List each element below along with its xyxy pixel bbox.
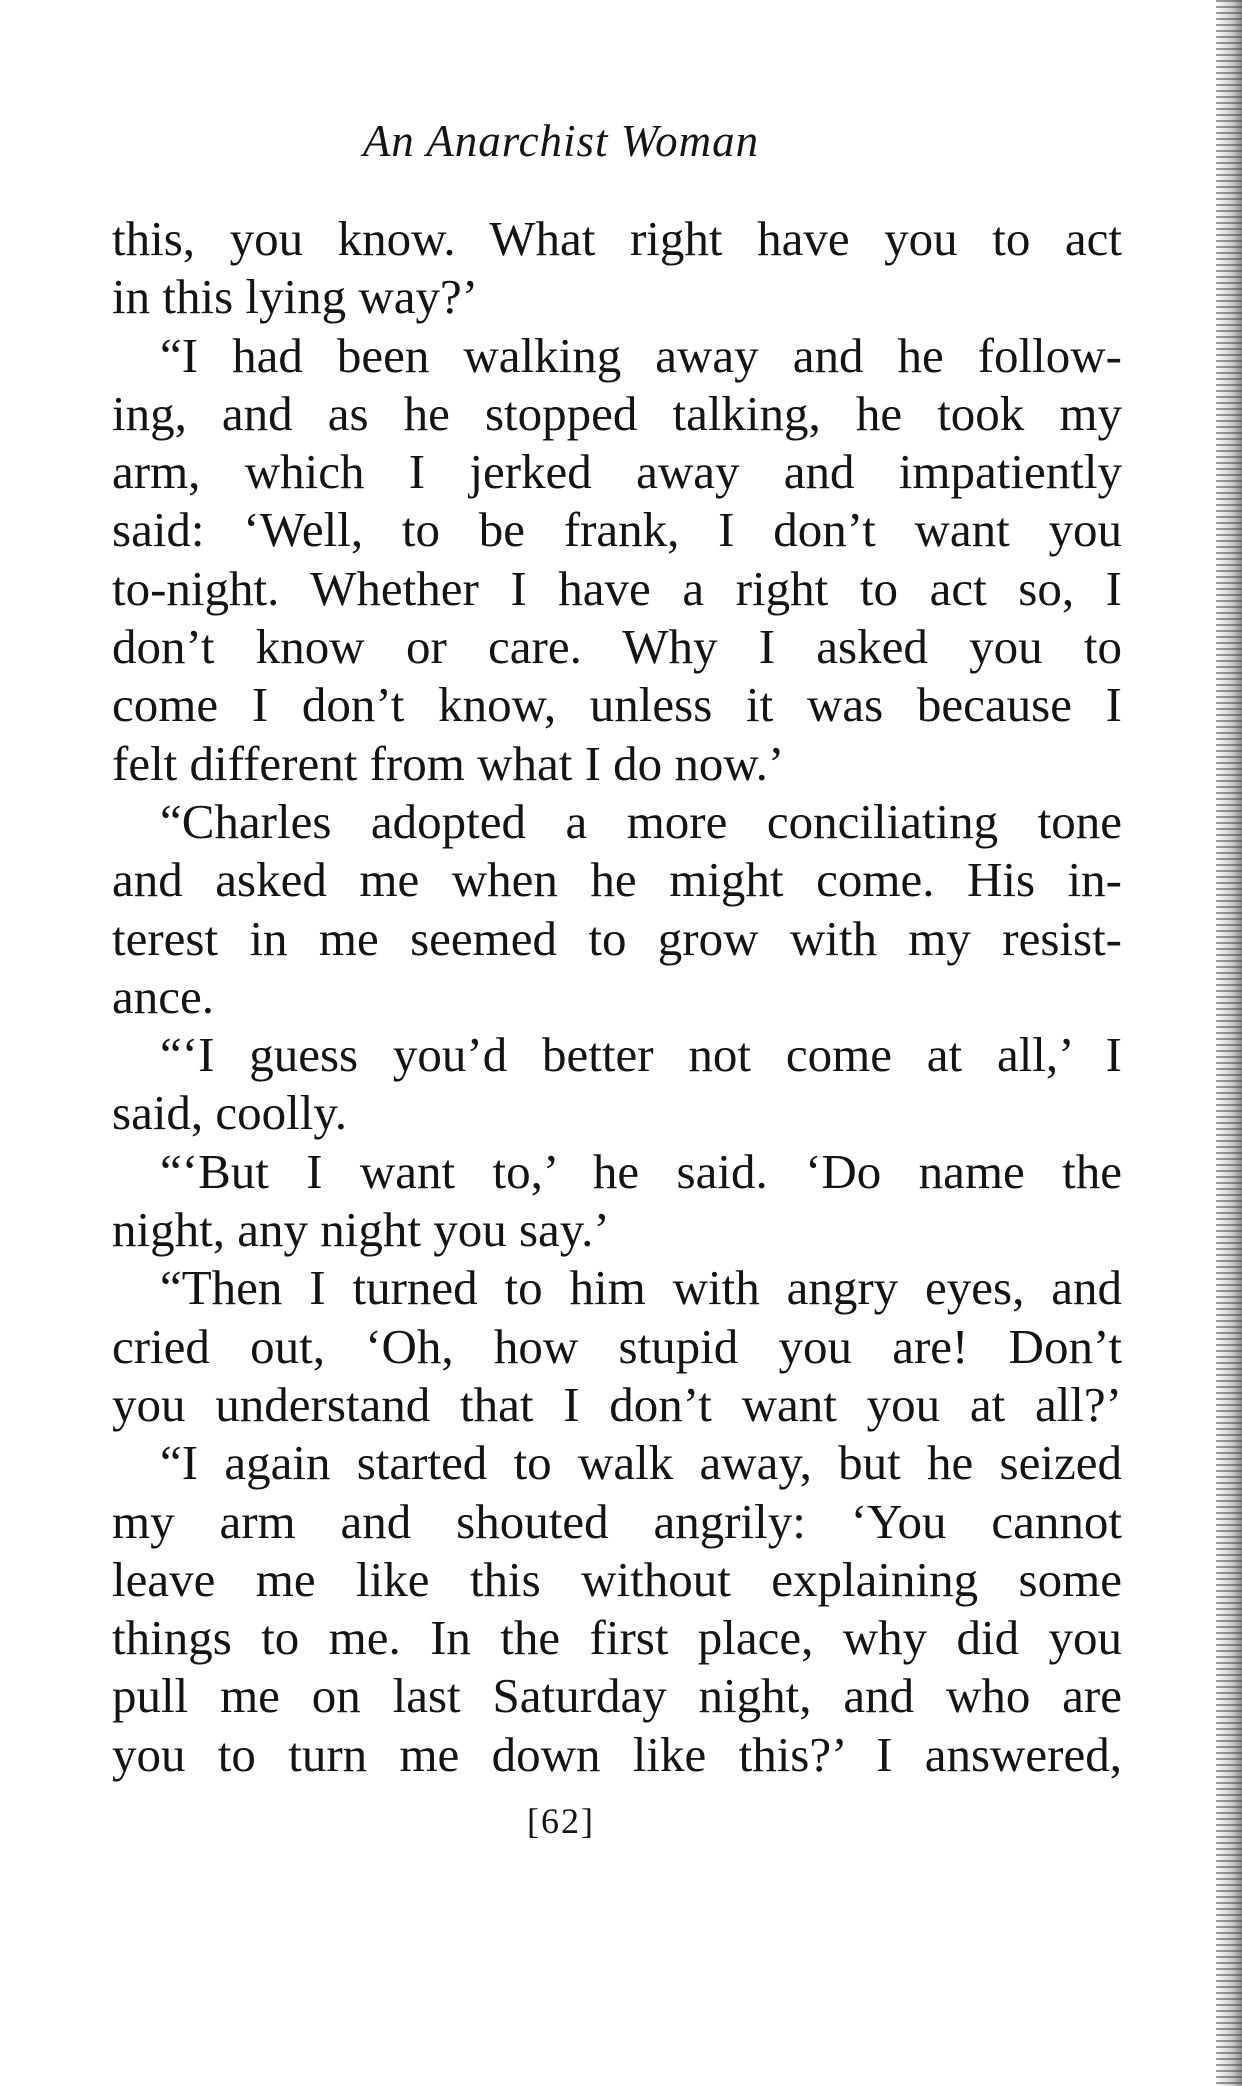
text-line: “I had been walking away and he follow- [160,327,1122,383]
text-line: don’t know or care. Why I asked you to [112,619,1122,675]
text-line: come I don’t know, unless it was because I [112,677,1122,733]
text-line: felt different from what I do now.’ [112,735,785,791]
page-number: [62] [527,1801,595,1841]
text-line: pull me on last Saturday night, and who are [112,1668,1122,1724]
text-line: said: ‘Well, to be frank, I don’t want you [112,502,1122,558]
text-line: and asked me when he might come. His in- [112,852,1122,908]
text-line: night, any night you say.’ [112,1202,610,1258]
page-binding-edge [1216,0,1242,2086]
text-line: “Then I turned to him with angry eyes, and [160,1260,1122,1316]
text-line: in this lying way?’ [112,269,479,325]
text-line: “Charles adopted a more conciliating tone [160,793,1122,849]
text-line: “‘But I want to,’ he said. ‘Do name the [160,1143,1122,1199]
text-line: you to turn me down like this?’ I answered, [112,1726,1122,1782]
text-line: things to me. In the first place, why did you [112,1610,1122,1666]
text-line: ance. [112,968,214,1024]
text-line: said, coolly. [112,1085,347,1141]
text-line: cried out, ‘Oh, how stupid you are! Don’t [112,1318,1122,1374]
text-line: ing, and as he stopped talking, he took my [112,385,1122,441]
text-line: my arm and shouted angrily: ‘You cannot [112,1493,1122,1549]
body-text [112,210,1122,1784]
text-line: arm, which I jerked away and impatiently [112,444,1122,500]
text-line: terest in me seemed to grow with my resist- [112,910,1122,966]
text-line: you understand that I don’t want you at all?’ [112,1376,1122,1432]
text-line: leave me like this without explaining some [112,1551,1122,1607]
text-line: this, you know. What right have you to act [112,211,1122,266]
running-head: An Anarchist Woman [362,116,760,166]
text-line: “‘I guess you’d better not come at all,’ I [160,1027,1122,1083]
text-line: to-night. Whether I have a right to act so, I [112,560,1122,616]
text-line: “I again started to walk away, but he seized [160,1435,1122,1491]
